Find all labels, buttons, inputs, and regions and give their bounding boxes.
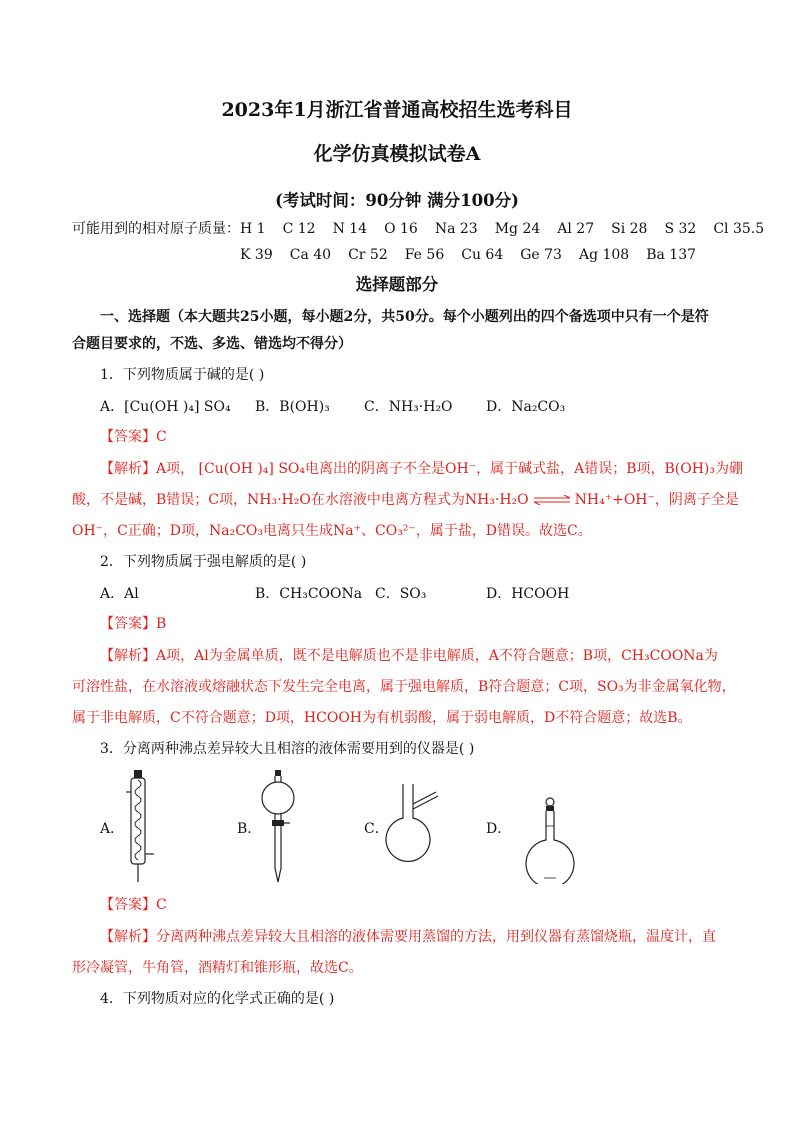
q1-answer: 【答案】C (100, 429, 167, 445)
atomic-mass-row2 (240, 244, 713, 266)
row1-item: H 1 (240, 221, 266, 237)
title-line1: 2023年1月浙江省普通高校招生选考科目 (221, 99, 573, 121)
q2-stem: 2．下列物质属于强电解质的是( ) (100, 554, 307, 570)
q1-analysis-line2 (72, 489, 739, 511)
q4-stem: 4．下列物质对应的化学式正确的是( ) (100, 991, 335, 1007)
q3-option-c: C． (364, 821, 389, 837)
q3-analysis-line2: 形冷凝管，牛角管，酒精灯和锥形瓶，故选C。 (72, 960, 363, 976)
row2-item: Ge 73 (520, 247, 562, 263)
q2-option-a: A．Al (100, 586, 139, 602)
row1-item: Mg 24 (494, 221, 541, 237)
instructions-line1: 一、选择题（本大题共25小题，每小题2分，共50分。每个小题列出的四个备选项中只有一个是符 (100, 309, 709, 325)
row2-item: K 39 (240, 247, 273, 263)
title-line2: 化学仿真模拟试卷A (313, 143, 481, 165)
row2-item: Cr 52 (348, 247, 388, 263)
section-title: 选择题部分 (355, 275, 439, 294)
q2-option-b: B．CH₃COONa (255, 586, 363, 602)
row1-item: Si 28 (611, 221, 648, 237)
separatory-funnel-icon (258, 768, 298, 886)
volumetric-flask-icon (524, 796, 580, 884)
row2-item: Ca 40 (289, 247, 332, 263)
q1-analysis-line2-end: NH₄⁺+OH⁻，阴离子全是 (574, 492, 739, 508)
q1-option-a: A．[Cu(OH )₄] SO₄ (100, 399, 231, 415)
q2-analysis-line1: 【解析】A项，Al为金属单质，既不是电解质也不是非电解质，A不符合题意；B项，CH₃COONa为 (100, 648, 718, 664)
q1-option-c: C．NH₃·H₂O (364, 399, 453, 415)
q3-stem: 3．分离两种沸点差异较大且相溶的液体需要用到的仪器是( ) (100, 741, 475, 757)
row1-item: Na 23 (434, 221, 478, 237)
q2-option-d: D．HCOOH (486, 586, 570, 602)
row1-item: Cl 35.5 (713, 221, 765, 237)
atomic-mass-label: 可能用到的相对原子质量： (72, 221, 240, 237)
row2-item: Ba 137 (646, 247, 697, 263)
q2-analysis-line3: 属于非电解质，C不符合题意；D项，HCOOH为有机弱酸，属于弱电解质，D不符合题意；故选B。 (72, 710, 692, 726)
q1-option-b: B．B(OH)₃ (255, 399, 330, 415)
q1-analysis-line2-start: 酸，不是碱，B错误；C项，NH₃·H₂O在水溶液中电离方程式为NH₃·H₂O (72, 492, 529, 508)
distillation-flask-icon (384, 782, 444, 870)
row1-item: C 12 (282, 221, 316, 237)
q1-analysis-line1: 【解析】A项， [Cu(OH )₄] SO₄电离出的阴离子不全是OH⁻，属于碱式盐，A错误；B项，B(OH)₃为硼 (100, 461, 744, 477)
row1-item: O 16 (384, 221, 418, 237)
q2-analysis-line2: 可溶性盐，在水溶液或熔融状态下发生完全电离，属于强电解质，B符合题意；C项，SO₃为非金属氧化物， (72, 679, 736, 695)
row2-item: Ag 108 (578, 247, 630, 263)
q3-option-a: A． (100, 821, 125, 837)
q1-analysis-line3: OH⁻，C正确；D项，Na₂CO₃电离只生成Na⁺、CO₃²⁻，属于盐，D错误。故选C。 (72, 523, 592, 539)
q3-analysis-line1: 【解析】分离两种沸点差异较大且相溶的液体需要用蒸馏的方法，用到仪器有蒸馏烧瓶，温度计，直 (100, 929, 716, 945)
row1-item: N 14 (332, 221, 368, 237)
q3-answer: 【答案】C (100, 897, 167, 913)
row1-item: S 32 (664, 221, 697, 237)
q1-option-d: D．Na₂CO₃ (486, 399, 566, 415)
row1-item: Al 27 (557, 221, 595, 237)
row2-item: Cu 64 (461, 247, 504, 263)
instructions-line2: 合题目要求的，不选、多选、错选均不得分） (72, 336, 352, 352)
q3-option-d: D． (486, 821, 512, 837)
exam-info: (考试时间：90分钟 满分100分) (275, 191, 519, 210)
q1-stem: 1．下列物质属于碱的是( ) (100, 367, 265, 383)
reversible-arrow-icon (532, 495, 572, 505)
row2-item: Fe 56 (404, 247, 445, 263)
q3-option-b: B． (237, 821, 262, 837)
q2-answer: 【答案】B (100, 616, 167, 632)
condenser-icon (118, 768, 162, 886)
q2-option-c: C．SO₃ (375, 586, 427, 602)
atomic-mass-row1 (240, 218, 781, 240)
